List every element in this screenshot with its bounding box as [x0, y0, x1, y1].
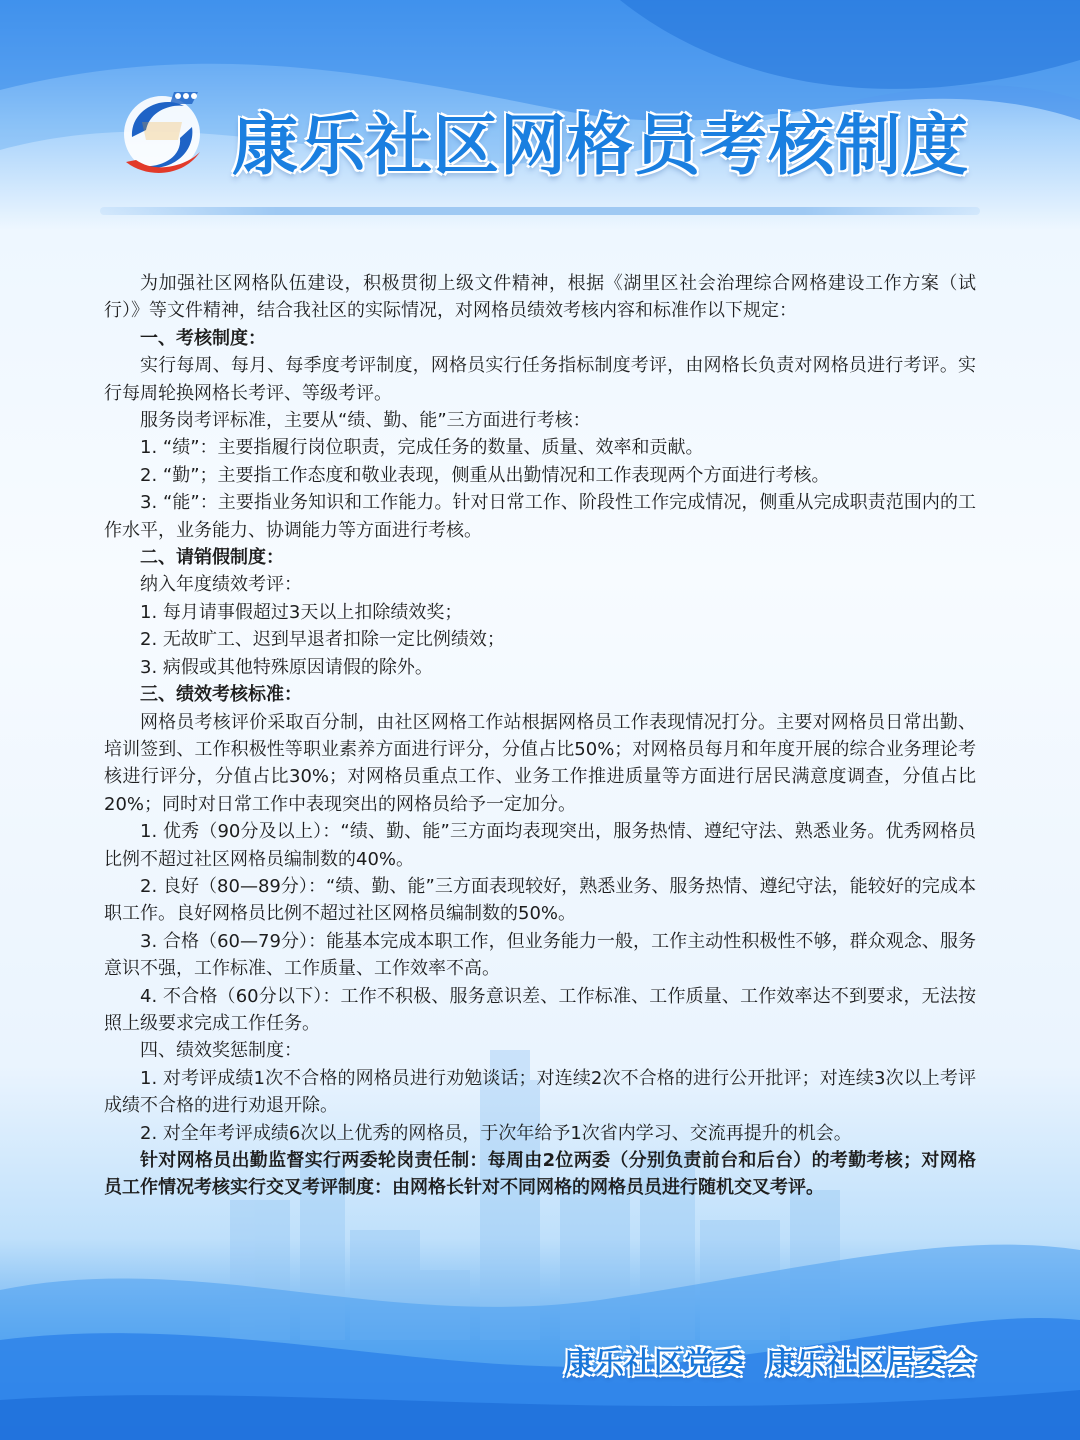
list-item: 3. 病假或其他特殊原因请假的除外。: [140, 656, 433, 678]
list-item: 2. 对全年考评成绩6次以上优秀的网格员，于次年给予1次省内学习、交流再提升的机会。: [140, 1122, 852, 1144]
page-title: 康乐社区网格员考核制度: [232, 107, 969, 184]
regulation-body: [104, 270, 976, 1202]
org-party-committee: 康乐社区党委: [564, 1346, 744, 1381]
list-item: 1. 对考评成绩1次不合格的网格员进行劝勉谈话；对连续2次不合格的进行公开批评；对连续3次以上考评成绩不合格的进行劝退开除。: [104, 1067, 976, 1117]
paragraph: 实行每周、每月、每季度考评制度，网格员实行任务指标制度考评，由网格长负责对网格员进行考评。实行每周轮换网格长考评、等级考评。: [104, 355, 976, 404]
section-heading: 三、绩效考核标准：: [140, 684, 302, 706]
org-residents-committee: 康乐社区居委会: [766, 1346, 976, 1381]
list-item: 3. “能”：主要指业务知识和工作能力。针对日常工作、阶段性工作完成情况，侧重从完成职责范围内的工作水平，业务能力、协调能力等方面进行考核。: [104, 492, 976, 541]
paragraph: 服务岗考评标准，主要从“绩、勤、能”三方面进行考核：: [140, 410, 591, 432]
section-heading: 一、考核制度：: [140, 327, 266, 349]
closing-paragraph: 针对网格员出勤监督实行两委轮岗责任制：每周由2位两委（分别负责前台和后台）的考勤考核；对网格员工作情况考核实行交叉考评制度：由网格长针对不同网格的网格员员进行随机交叉考评。: [104, 1150, 976, 1199]
paragraph: 纳入年度绩效考评：: [140, 574, 302, 596]
list-item: 3. 合格（60—79分）：能基本完成本职工作，但业务能力一般，工作主动性积极性不够，群众观念、服务意识不强，工作标准、工作质量、工作效率不高。: [104, 930, 976, 980]
list-item: 2. 良好（80—89分）：“绩、勤、能”三方面表现较好，熟悉业务、服务热情、遵纪守法，能较好的完成本职工作。良好网格员比例不超过社区网格员编制数的50%。: [104, 875, 976, 925]
footer-signature: [564, 1338, 976, 1382]
list-item: 2. 无故旷工、迟到早退者扣除一定比例绩效；: [140, 629, 505, 651]
header: [0, 70, 1080, 200]
section-heading: 四、绩效奖惩制度：: [140, 1040, 302, 1062]
intro-paragraph: 为加强社区网格队伍建设，积极贯彻上级文件精神，根据《湖里区社会治理综合网格建设工作方案（试行）》等文件精神，结合我社区的实际情况，对网格员绩效考核内容和标准作以下规定：: [104, 273, 976, 322]
list-item: 2. “勤”；主要指工作态度和敬业表现，侧重从出勤情况和工作表现两个方面进行考核。: [140, 464, 830, 486]
list-item: 1. “绩”：主要指履行岗位职责，完成任务的数量、质量、效率和贡献。: [140, 437, 704, 459]
header-divider: [100, 207, 980, 215]
section-heading: 二、请销假制度：: [140, 547, 284, 569]
list-item: 1. 每月请事假超过3天以上扣除绩效奖；: [140, 601, 463, 623]
list-item: 4. 不合格（60分以下）：工作不积极、服务意识差、工作标准、工作质量、工作效率达不到要求，无法按照上级要求完成工作任务。: [104, 985, 976, 1034]
paragraph: 网格员考核评价采取百分制，由社区网格工作站根据网格员工作表现情况打分。主要对网格员日常出勤、培训签到、工作积极性等职业素养方面进行评分，分值占比50%；对网格员每月和年度开展的综合业务理论考核进行评分，分值占比30%；对网格员重点工作、业务工作推进质量等方面进行居民满意度调查，分值占比20%；同时对日常工作中表现突出的网格员给予一定加分。: [104, 711, 976, 815]
list-item: 1. 优秀（90分及以上）：“绩、勤、能”三方面均表现突出，服务热情、遵纪守法、熟悉业务。优秀网格员比例不超过社区网格员编制数的40%。: [104, 821, 976, 870]
community-grid-logo: [112, 82, 212, 182]
